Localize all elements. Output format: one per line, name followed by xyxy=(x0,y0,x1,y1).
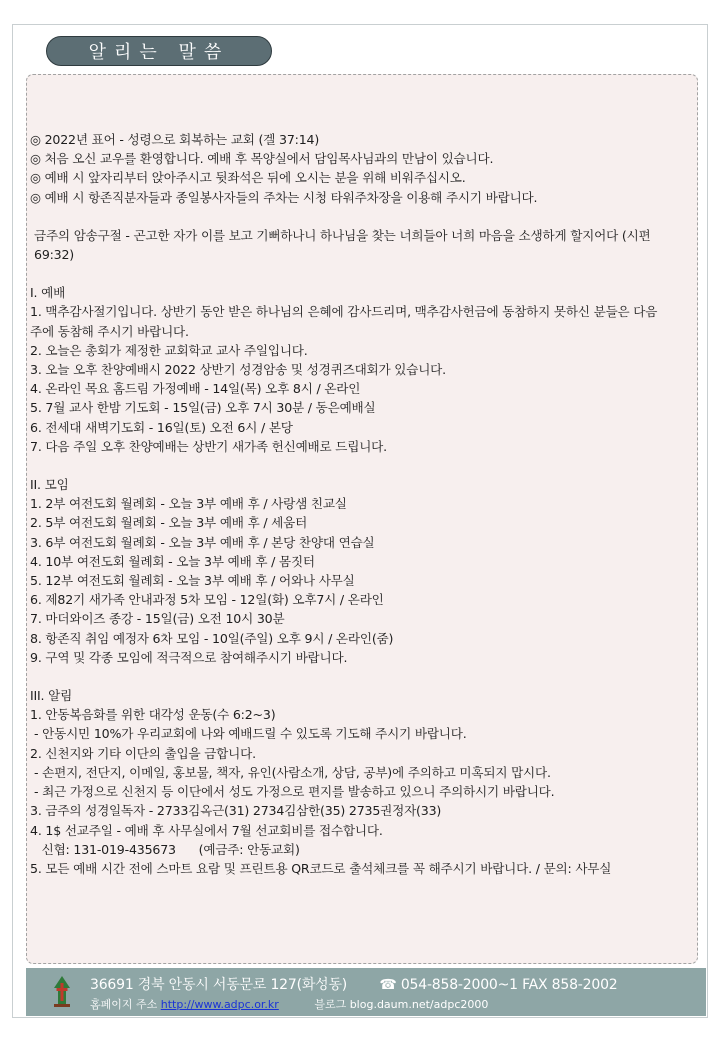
notice-line: 5. 모든 예배 시간 전에 스마트 요람 및 프린트용 QR코드로 출석체크를 꼭 해주시기 바랍니다. / 문의: 사무실 xyxy=(30,860,612,876)
blog-address: 블로그 blog.daum.net/adpc2000 xyxy=(314,998,489,1011)
worship-item: 1. 맥추감사절기입니다. 상반기 동안 받은 하나님의 은혜에 감사드리며, 맥추감사헌금에 동참하지 못하신 분들은 다음 주에 동참해 주시기 바랍니다. xyxy=(30,304,658,339)
page-title: 알리는 말씀 xyxy=(46,36,272,66)
meeting-item: 2. 5부 여전도회 월례회 - 오늘 3부 예배 후 / 세움터 xyxy=(30,515,308,531)
announcement-content xyxy=(30,130,670,878)
announcement-motto: ◎ 2022년 표어 - 성령으로 회복하는 교회 (겔 37:14) xyxy=(30,132,320,147)
notice-line: - 손편지, 전단지, 이메일, 홍보물, 책자, 유인(사람소개, 상담, 공부)에 주의하고 미혹되지 맙시다. xyxy=(34,764,551,780)
meeting-item: 9. 구역 및 각종 모임에 적극적으로 참여해주시기 바랍니다. xyxy=(30,649,348,665)
meeting-item: 7. 마더와이즈 종강 - 15일(금) 오전 10시 30분 xyxy=(30,611,285,627)
meeting-item: 5. 12부 여전도회 월례회 - 오늘 3부 예배 후 / 어와나 사무실 xyxy=(30,573,355,589)
meeting-item: 1. 2부 여전도회 월례회 - 오늘 3부 예배 후 / 사랑샘 친교실 xyxy=(30,496,347,512)
section-notice-title: III. 알림 xyxy=(30,688,73,704)
footer-phone: ☎ 054-858-2000~1 FAX 858-2002 xyxy=(379,977,618,993)
homepage-link[interactable]: http://www.adpc.or.kr xyxy=(160,998,279,1011)
footer-bar xyxy=(26,968,706,1016)
homepage-label: 홈페이지 주소 xyxy=(90,998,158,1011)
meeting-item: 6. 제82기 새가족 안내과정 5차 모임 - 12일(화) 오후7시 / 온라인 xyxy=(30,592,384,608)
memory-verse: 금주의 암송구절 - 곤고한 자가 이를 보고 기뻐하나니 하나님을 찾는 너희들아 너희 마음을 소생하게 할지어다 (시편69:32) xyxy=(34,227,651,263)
notice-line: - 최근 가정으로 신천지 등 이단에서 성도 가정으로 편지를 발송하고 있으니 주의하시기 바랍니다. xyxy=(34,784,555,800)
notice-line: 3. 금주의 성경일독자 - 2733김옥근(31) 2734김삼한(35) 2735권정자(33) xyxy=(30,803,442,819)
church-logo-icon xyxy=(50,974,74,1010)
notice-account-line: 신협: 131-019-435673 (예금주: 안동교회) xyxy=(34,841,300,857)
section-meeting-title: II. 모임 xyxy=(30,477,69,493)
announcement-parking: ◎ 예배 시 항존직분자들과 종일봉사자들의 주차는 시청 타워주차장을 이용해 주시기 바랍니다. xyxy=(30,189,538,205)
meeting-item: 8. 항존직 취임 예정자 6차 모임 - 10일(주일) 오후 9시 / 온라인(줌) xyxy=(30,630,394,646)
worship-item: 2. 오늘은 총회가 제정한 교회학교 교사 주일입니다. xyxy=(30,342,308,358)
announcement-seating: ◎ 예배 시 앞자리부터 앉아주시고 뒷좌석은 뒤에 오시는 분을 위해 비워주십시오. xyxy=(30,170,466,186)
worship-item: 4. 온라인 목요 홈드림 가정예배 - 14일(목) 오후 8시 / 온라인 xyxy=(30,381,361,397)
footer-address: 36691 경북 안동시 서동문로 127(화성동) xyxy=(90,977,348,993)
worship-item: 6. 전세대 새벽기도회 - 16일(토) 오전 6시 / 본당 xyxy=(30,419,293,435)
notice-line: - 안동시민 10%가 우리교회에 나와 예배드릴 수 있도록 기도해 주시기 바랍니다. xyxy=(34,726,467,742)
meeting-item: 4. 10부 여전도회 월례회 - 오늘 3부 예배 후 / 몸짓터 xyxy=(30,553,315,569)
notice-line: 1. 안동복음화를 위한 대각성 운동(수 6:2~3) xyxy=(30,707,276,723)
worship-item: 7. 다음 주일 오후 찬양예배는 상반기 새가족 헌신예배로 드립니다. xyxy=(30,438,387,454)
footer-links xyxy=(90,996,488,1012)
footer-contact xyxy=(90,974,617,994)
meeting-item: 3. 6부 여전도회 월례회 - 오늘 3부 예배 후 / 본당 찬양대 연습실 xyxy=(30,534,375,550)
section-worship-title: I. 예배 xyxy=(30,285,66,301)
worship-item: 5. 7월 교사 한밤 기도회 - 15일(금) 오후 7시 30분 / 동은예배실 xyxy=(30,400,376,416)
notice-line: 4. 1$ 선교주일 - 예배 후 사무실에서 7월 선교회비를 접수합니다. xyxy=(30,822,383,838)
notice-line: 2. 신천지와 기타 이단의 출입을 금합니다. xyxy=(30,745,256,761)
worship-item: 3. 오늘 오후 찬양예배시 2022 상반기 성경암송 및 성경퀴즈대회가 있습니다. xyxy=(30,362,446,378)
announcement-welcome: ◎ 처음 오신 교우를 환영합니다. 예배 후 목양실에서 담임목사님과의 만남이 있습니다. xyxy=(30,151,494,167)
